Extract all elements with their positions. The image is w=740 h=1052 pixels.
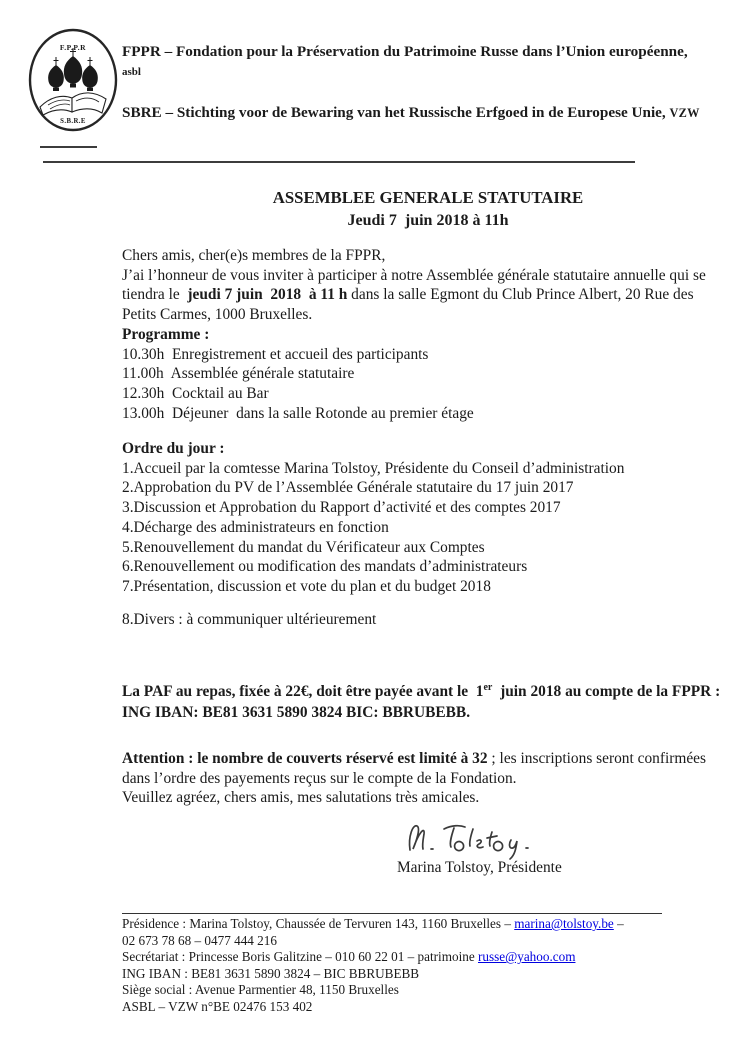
signature-handwriting (398, 814, 548, 864)
footer-phone-line: 02 673 78 68 – 0477 444 216 (122, 932, 277, 948)
agenda-item: 2.Approbation du PV de l’Assemblée Générale statutaire du 17 juin 2017 (122, 479, 574, 497)
footer-presidence-text: Présidence : Marina Tolstoy, Chaussée de Tervuren 143, 1160 Bruxelles – (122, 916, 515, 931)
agenda-item-divers: 8.Divers : à communiquer ultérieurement (122, 611, 377, 628)
agenda-item: 5.Renouvellement du mandat du Vérificateur aux Comptes (122, 538, 485, 556)
footer-presidence-line (122, 916, 728, 933)
footer-address-line: Siège social : Avenue Parmentier 48, 1150 Bruxelles (122, 982, 399, 998)
meeting-date: Jeudi 7 juin 2018 à 11h (347, 212, 509, 229)
logo-top-text: F.P.P.R (59, 43, 87, 52)
agenda-item: 4.Décharge des administrateurs en fonction (122, 518, 389, 536)
org-name-nl-text: SBRE – Stichting voor de Bewaring van het Russische Erfgoed in de Europese Unie, (122, 104, 670, 121)
attention-section (122, 749, 726, 808)
salutation: Chers amis, cher(e)s membres de la FPPR, (122, 247, 386, 264)
attention-regular-text: ; les inscriptions seront confirmées dans l’ordre des payements reçus sur le compte de la Fondation. (122, 750, 710, 787)
programme-heading: Programme : (122, 326, 210, 343)
document-title-block (122, 186, 734, 232)
programme-item: 11.00h Assemblée générale statutaire (122, 365, 355, 383)
invitation-text-pre: J’ai l’honneur de vous inviter à participer à notre Assemblée générale statutaire annuelle qui se tiendra le (122, 266, 710, 304)
footer-presidence-suffix: – (613, 916, 624, 931)
signatory-name: Marina Tolstoy, Présidente (397, 859, 562, 876)
agenda-item: 6.Renouvellement ou modification des mandats d’administrateurs (122, 558, 528, 576)
header-divider-line (43, 161, 635, 163)
org-name-nl (122, 103, 728, 123)
president-email-link[interactable]: marina@tolstoy.be (514, 916, 614, 931)
org-name-fr: FPPR – Fondation pour la Préservation du Patrimoine Russe dans l’Union européenne, (122, 43, 688, 60)
agenda-item: 3.Discussion et Approbation du Rapport d’activité et des comptes 2017 (122, 499, 561, 517)
attention-paragraph (122, 749, 726, 788)
programme-item: 12.30h Cocktail au Bar (122, 385, 269, 403)
footer-secretariat-line (122, 949, 728, 966)
page-title: ASSEMBLEE GENERALE STATUTAIRE (272, 188, 584, 207)
agenda-item: 7.Présentation, discussion et vote du plan et du budget 2018 (122, 577, 491, 595)
programme-item: 10.30h Enregistrement et accueil des participants (122, 345, 429, 363)
logo-emblem-icon (26, 27, 120, 133)
footer-secretariat-text: Secrétariat : Princesse Boris Galitzine – 010 60 22 01 – patrimoine (122, 949, 478, 965)
intro-section (122, 246, 722, 325)
attention-bold-text: Attention : le nombre de couverts réservé est limité à 32 (122, 750, 488, 767)
invitation-paragraph (122, 266, 722, 325)
programme-item: 13.00h Déjeuner dans la salle Rotonde au premier étage (122, 404, 474, 422)
org-legal-form-asbl: asbl (122, 66, 141, 78)
org-legal-form-vzw: VZW (669, 106, 700, 120)
invitation-text-post: dans la salle Egmont du Club Prince Albert, 20 Rue des Petits Carmes, 1000 Bruxelles. (122, 286, 698, 324)
footer-divider-line (122, 913, 662, 914)
agenda-heading: Ordre du jour : (122, 440, 225, 457)
short-divider-line (40, 146, 97, 148)
footer-registration-line: ASBL – VZW n°BE 02476 153 402 (122, 998, 313, 1014)
programme-section (122, 325, 722, 424)
agenda-section (122, 439, 722, 597)
payment-ordinal-sup: er (483, 681, 493, 693)
fppr-sbre-logo (26, 27, 120, 133)
agenda-item: 1.Accueil par la comtesse Marina Tolstoy, Présidente du Conseil d’administration (122, 459, 625, 477)
payment-text-pre: La PAF au repas, fixée à 22€, doit être payée avant le 1 (122, 683, 484, 700)
footer-iban-line: ING IBAN : BE81 3631 5890 3824 – BIC BBRUBEBB (122, 965, 420, 981)
footer-contact-block (122, 916, 728, 1016)
payment-text-post: juin 2018 au compte de la FPPR : ING IBAN: BE81 3631 5890 3824 BIC: BBRUBEBB. (122, 683, 732, 721)
payment-info-paragraph (122, 681, 732, 723)
secretariat-email-link[interactable]: russe@yahoo.com (477, 949, 576, 965)
closing-salutation: Veuillez agréez, chers amis, mes salutations très amicales. (122, 789, 480, 807)
logo-bottom-text: S.B.R.E (60, 118, 86, 125)
invitation-date-bold: jeudi 7 juin 2018 à 11 h (187, 286, 348, 304)
